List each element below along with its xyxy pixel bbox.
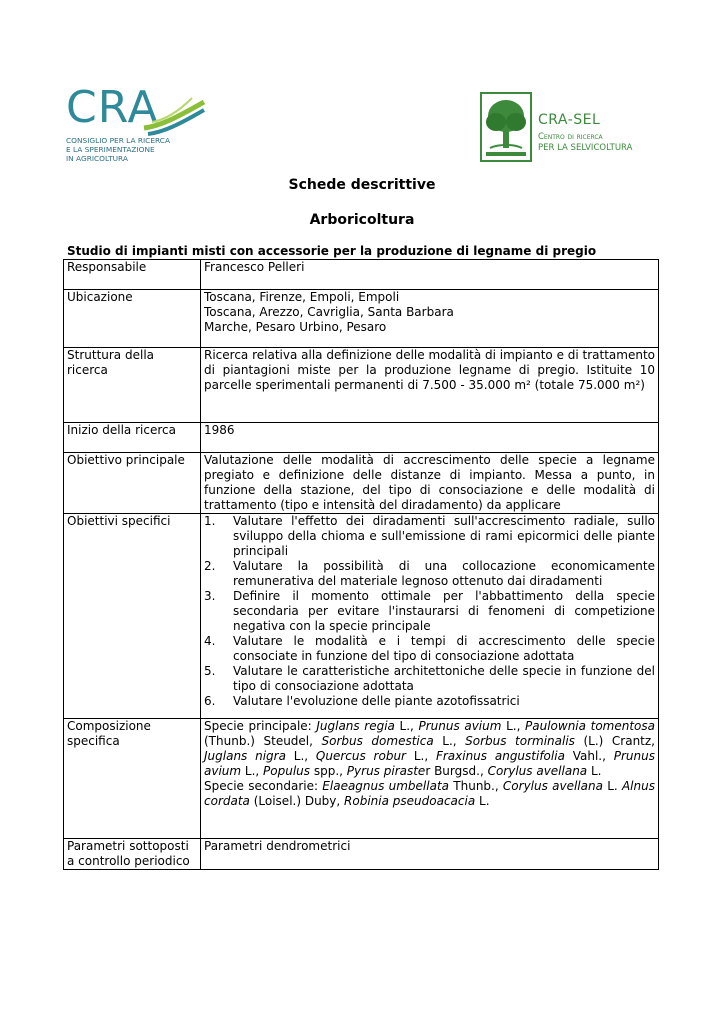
label-composizione: Composizione specifica: [64, 719, 201, 839]
label-ubicazione: Ubicazione: [64, 290, 201, 348]
ubicazione-line: Toscana, Arezzo, Cavriglia, Santa Barbara: [204, 305, 454, 319]
tree-emblem-icon: [480, 92, 532, 162]
label-obiettivi-specifici: Obiettivi specifici: [64, 514, 201, 719]
list-item-number: 6.: [204, 694, 216, 708]
list-item-number: 4.: [204, 634, 216, 648]
list-item: [204, 694, 655, 709]
cra-sel-name: CRA-SEL: [538, 112, 601, 128]
species-authority: (Thunb.) Steudel,: [204, 734, 322, 748]
species-name: Sorbus domestica: [321, 734, 434, 748]
value-inizio: 1986: [201, 423, 659, 453]
table-row: [64, 290, 659, 348]
species-authority: (Loisel.) Duby,: [249, 794, 345, 808]
list-item-text: Definire il momento ottimale per l'abbattimento della specie secondaria per evitare l'instaurarsi di fenomeni di competizione negativa con la specie principale: [233, 589, 655, 633]
objectives-list: [204, 514, 655, 709]
list-item: [204, 514, 655, 559]
specie-secondarie-label: Specie secondarie:: [204, 779, 323, 793]
species-authority: L.: [475, 794, 490, 808]
list-item-number: 1.: [204, 514, 216, 528]
species-name: Corylus avellana: [502, 779, 603, 793]
cra-subtitle-line1: CONSIGLIO PER LA RICERCA: [66, 136, 170, 145]
cra-wordmark: CRA: [66, 82, 159, 133]
table-row: [64, 260, 659, 290]
value-obiettivi-specifici: [201, 514, 659, 719]
cra-logo: [64, 84, 209, 164]
species-authority: r Burgsd.,: [425, 764, 488, 778]
species-name: Robinia pseudoacacia: [344, 794, 476, 808]
table-row: [64, 348, 659, 423]
list-item-text: Valutare l'effetto dei diradamenti sull'accrescimento radiale, sullo sviluppo della chioma e sull'emissione di rami epicormici delle piante principali: [233, 514, 655, 558]
species-name: Paulownia tomentosa: [525, 719, 655, 733]
species-authority: L.,: [433, 734, 466, 748]
label-responsabile: Responsabile: [64, 260, 201, 290]
cra-sel-subtitle-line1: Centro di ricerca: [538, 132, 603, 142]
table-row: [64, 453, 659, 514]
specie-principale-label: Specie principale:: [204, 719, 317, 733]
label-obiettivo-principale: Obiettivo principale: [64, 453, 201, 514]
species-name: Prunus avium: [418, 719, 502, 733]
label-struttura: Struttura della ricerca: [64, 348, 201, 423]
species-authority: spp.,: [310, 764, 347, 778]
species-authority: L.: [602, 779, 622, 793]
list-item-text: Valutare l'evoluzione delle piante azotofissatrici: [233, 694, 520, 708]
table-row: [64, 423, 659, 453]
value-obiettivo-principale: Valutazione delle modalità di accrescimento delle specie a legname pregiato e definizione delle distanze di impianto. Messa a punto, in funzione della stazione, del tipo di consociazione e delle modalità di trattamento (tipo e intensità del diradamento) da applicare: [201, 453, 659, 514]
study-table: [63, 259, 659, 870]
species-name: Corylus avellana: [487, 764, 588, 778]
study-title: Studio di impianti misti con accessorie per la produzione di legname di pregio: [67, 244, 597, 258]
species-name: Sorbus torminalis: [465, 734, 575, 748]
page-subtitle: Arboricoltura: [309, 212, 415, 228]
species-name: Juglans regia: [316, 719, 395, 733]
species-name: Alnus cordata: [204, 779, 655, 808]
list-item-number: 3.: [204, 589, 216, 603]
cra-sel-logo: [480, 92, 650, 164]
cra-subtitle: [66, 136, 170, 163]
species-authority: L.,: [406, 749, 436, 763]
value-parametri: Parametri dendrometrici: [201, 839, 659, 870]
value-ubicazione: [201, 290, 659, 348]
list-item-text: Valutare la possibilità di una collocazione economicamente remunerativa del materiale legnoso ottenuto dai diradamenti: [233, 559, 655, 588]
species-authority: Thunb.,: [449, 779, 503, 793]
list-item-number: 5.: [204, 664, 216, 678]
cra-subtitle-line3: IN AGRICOLTURA: [66, 154, 128, 163]
list-item-text: Valutare le caratteristiche architettoniche delle specie in funzione del tipo di consociazione adottata: [233, 664, 655, 693]
species-name: Prunus avium: [204, 749, 655, 778]
species-authority: Vahl.,: [564, 749, 614, 763]
list-item: [204, 634, 655, 664]
cra-sel-subtitle-line2: PER LA SELVICOLTURA: [538, 143, 633, 153]
value-composizione: [201, 719, 659, 839]
cra-swoosh-icon: [142, 92, 206, 136]
ubicazione-line: Toscana, Firenze, Empoli, Empoli: [204, 290, 400, 304]
value-responsabile: Francesco Pelleri: [201, 260, 659, 290]
species-name: Pyrus piraste: [346, 764, 426, 778]
list-item-text: Valutare le modalità e i tempi di accrescimento delle specie consociate in funzione del tipo di consociazione adottata: [233, 634, 655, 663]
table-row: [64, 514, 659, 719]
species-authority: L.: [587, 764, 602, 778]
specie-secondarie: [204, 779, 655, 809]
cra-subtitle-line2: E LA SPERIMENTAZIONE: [66, 145, 155, 154]
list-item-number: 2.: [204, 559, 216, 573]
specie-principale: [204, 719, 655, 779]
species-authority: L.,: [241, 764, 264, 778]
table-row: [64, 719, 659, 839]
species-name: Juglans nigra: [204, 749, 286, 763]
species-authority: L.,: [285, 749, 316, 763]
species-name: Quercus robur: [315, 749, 406, 763]
list-item: [204, 664, 655, 694]
table-row: [64, 839, 659, 870]
label-inizio: Inizio della ricerca: [64, 423, 201, 453]
species-authority: (L.) Crantz,: [574, 734, 655, 748]
list-item: [204, 559, 655, 589]
label-parametri: Parametri sottoposti a controllo periodico: [64, 839, 201, 870]
list-item: [204, 589, 655, 634]
species-authority: L.,: [501, 719, 526, 733]
cra-sel-subtitle: [538, 132, 632, 154]
ubicazione-line: Marche, Pesaro Urbino, Pesaro: [204, 320, 387, 334]
species-authority: L.,: [394, 719, 419, 733]
value-struttura: Ricerca relativa alla definizione delle modalità di impianto e di trattamento di piantagioni miste per la produzione legname di pregio. Istituite 10 parcelle sperimentali permanenti di 7.500 - 35.000 m² (totale 75.000 m²): [201, 348, 659, 423]
page-title: Schede descrittive: [288, 177, 436, 193]
species-name: Populus: [263, 764, 311, 778]
species-name: Fraxinus angustifolia: [435, 749, 565, 763]
species-name: Elaeagnus umbellata: [322, 779, 450, 793]
